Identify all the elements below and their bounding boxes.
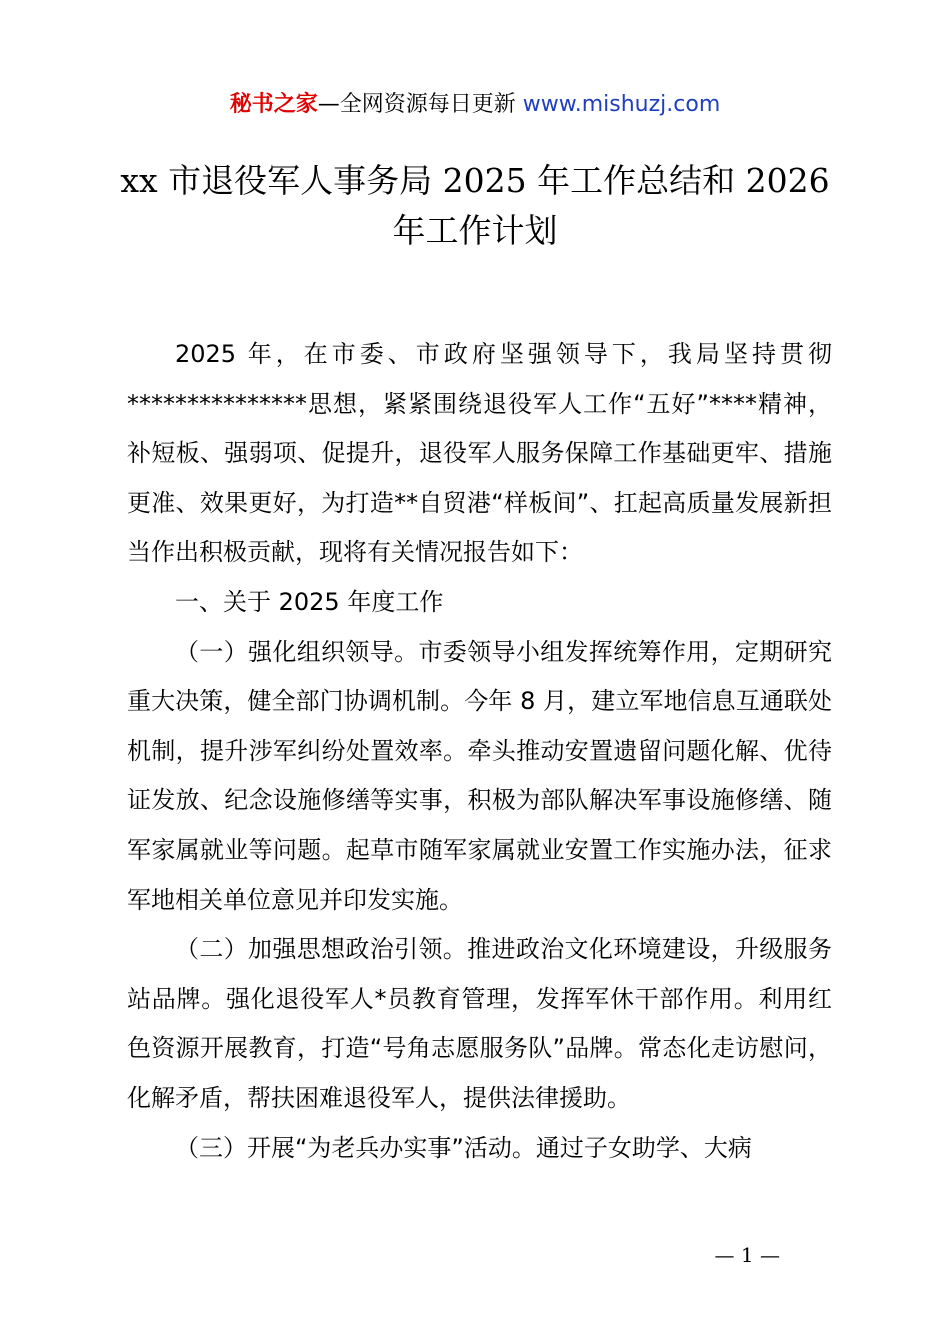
watermark-header xyxy=(0,88,950,122)
page-number: — 1 — xyxy=(714,1243,780,1267)
header-site-link[interactable]: www.mishuzj.com xyxy=(522,92,721,117)
document-body xyxy=(127,330,832,1173)
section-heading-1: 一、关于 2025 年度工作 xyxy=(175,587,444,616)
paragraph-organization: （一）强化组织领导。市委领导小组发挥统筹作用，定期研究重大决策，健全部门协调机制。今年 8 月，建立军地信息互通联处机制，提升涉军纠纷处置效率。牵头推动安置遗留问题化解、优待证发放、纪念设施修缮等实事，积极为部队解决军事设施修缮、随军家属就业等问题。起草市随军家属就业安置工作实施办法，征求军地相关单位意见并印发实施。 xyxy=(127,637,832,914)
paragraph-intro: 2025 年，在市委、市政府坚强领导下，我局坚持贯彻***************思想，紧紧围绕退役军人工作“五好”****精神，补短板、强弱项、促提升，退役军人服务保障工作基础更牢、措施更准、效果更好，为打造**自贸港“样板间”、扛起高质量发展新担当作出积极贡献，现将有关情况报告如下： xyxy=(127,340,832,567)
header-brand: 秘书之家 xyxy=(229,92,318,117)
paragraph-veterans-activity: （三）开展“为老兵办实事”活动。通过子女助学、大病 xyxy=(175,1133,752,1162)
document-title: xx 市退役军人事务局 2025 年工作总结和 2026 年工作计划 xyxy=(120,161,830,250)
header-tagline: —全网资源每日更新 xyxy=(317,92,523,117)
paragraph-ideology: （二）加强思想政治引领。推进政治文化环境建设，升级服务站品牌。强化退役军人*员教育管理，发挥军休干部作用。利用红色资源开展教育，打造“号角志愿服务队”品牌。常态化走访慰问，化解矛盾，帮扶困难退役军人，提供法律援助。 xyxy=(127,935,832,1112)
